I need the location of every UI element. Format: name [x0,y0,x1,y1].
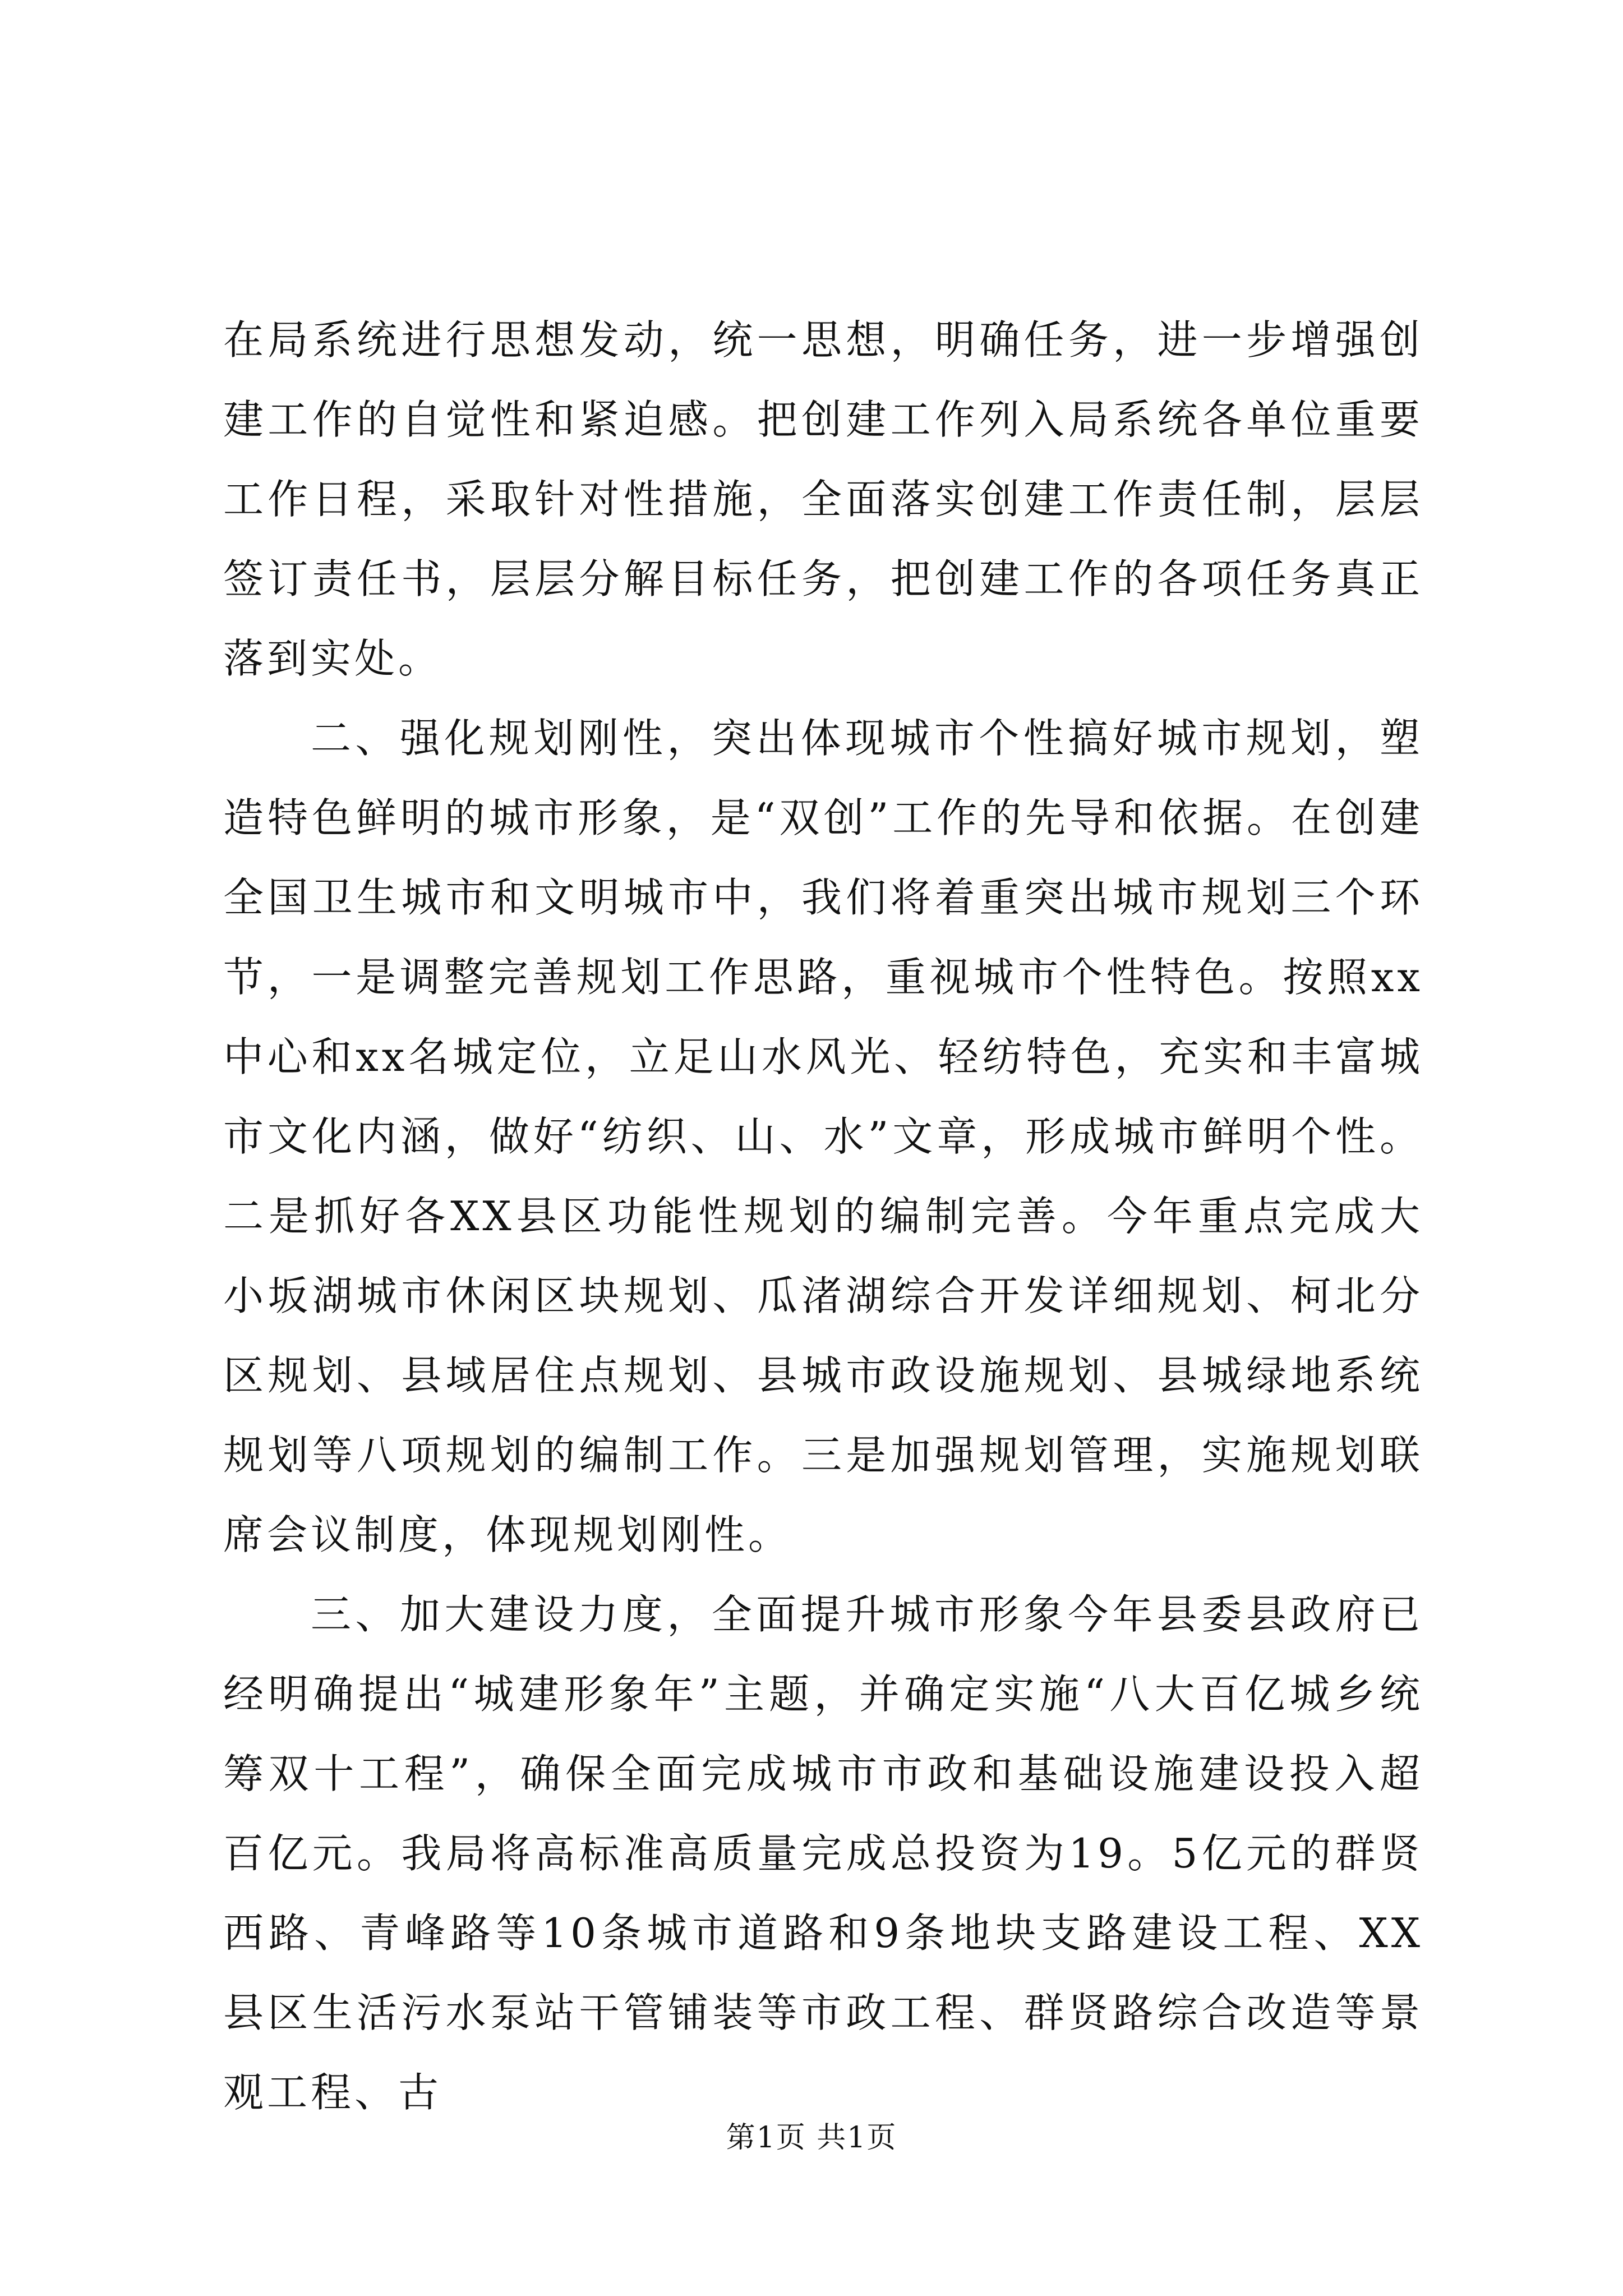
document-body [223,300,1423,2132]
paragraph-1: 在局系统进行思想发动，统一思想，明确任务，进一步增强创建工作的自觉性和紧迫感。把创建工作列入局系统各单位重要工作日程，采取针对性措施，全面落实创建工作责任制，层层签订责任书，层层分解目标任务，把创建工作的各项任务真正落到实处。 [223,316,1423,682]
page-footer [0,2118,1623,2157]
paragraph-3: 三、加大建设力度，全面提升城市形象今年县委县政府已经明确提出“城建形象年”主题，并确定实施“八大百亿城乡统筹双十工程”，确保全面完成城市市政和基础设施建设投入超百亿元。我局将高标准高质量完成总投资为19。5亿元的群贤西路、青峰路等10条城市道路和9条地块支路建设工程、XX县区生活污水泵站干管铺装等市政工程、群贤路综合改造等景观工程、古 [223,1591,1423,2116]
page-number-label: 第1页 共1页 [726,2121,897,2155]
paragraph-2: 二、强化规划刚性，突出体现城市个性搞好城市规划，塑造特色鲜明的城市形象，是“双创”工作的先导和依据。在创建全国卫生城市和文明城市中，我们将着重突出城市规划三个环节，一是调整完善规划工作思路，重视城市个性特色。按照xx中心和xx名城定位，立足山水风光、轻纺特色，充实和丰富城市文化内涵，做好“纺织、山、水”文章，形成城市鲜明个性。二是抓好各XX县区功能性规划的编制完善。今年重点完成大小坂湖城市休闲区块规划、瓜渚湖综合开发详细规划、柯北分区规划、县域居住点规划、县城市政设施规划、县城绿地系统规划等八项规划的编制工作。三是加强规划管理，实施规划联席会议制度，体现规划刚性。 [223,715,1423,1558]
